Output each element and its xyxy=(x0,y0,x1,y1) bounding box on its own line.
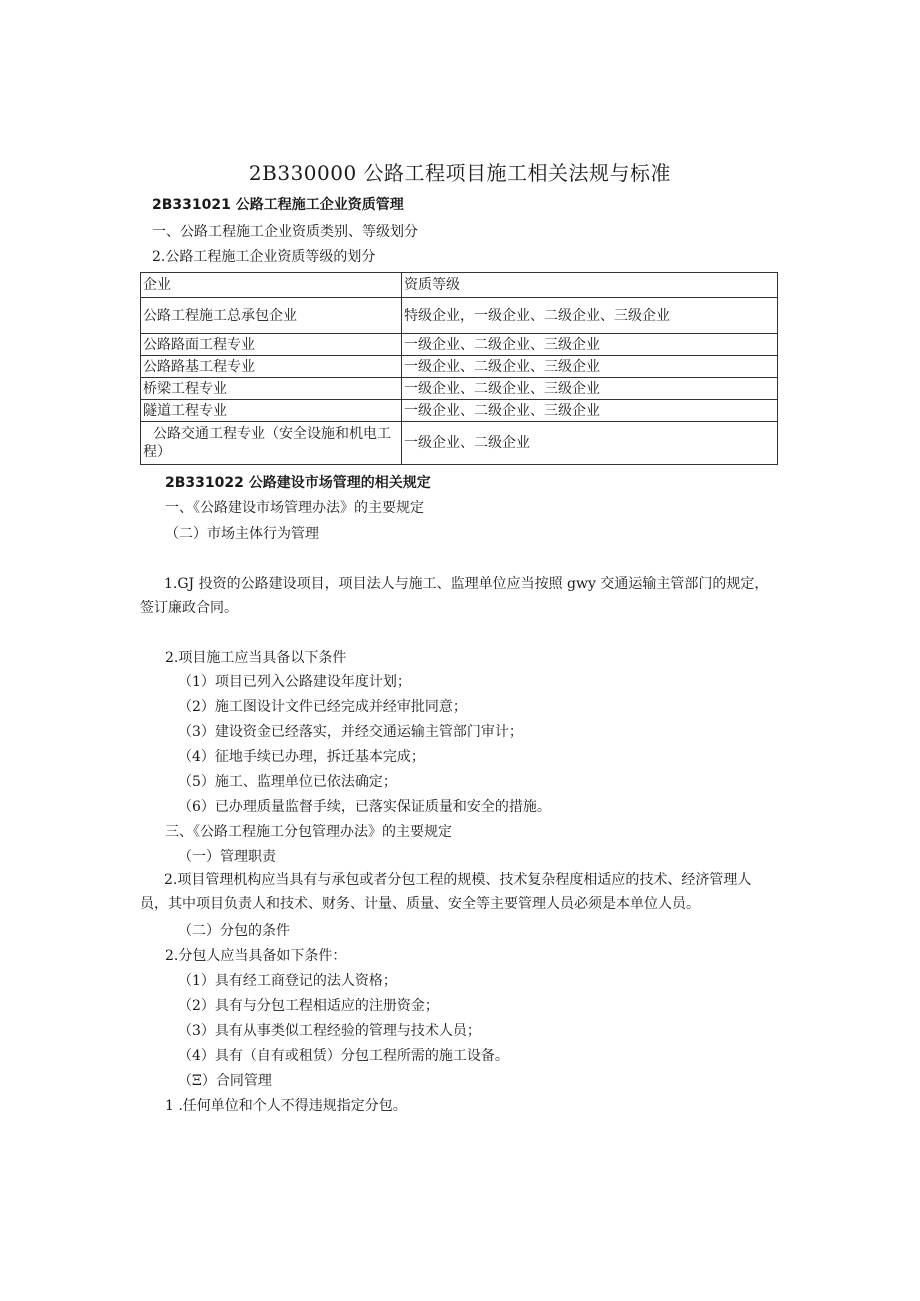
table-cell: 一级企业、二级企业、三级企业 xyxy=(402,356,778,378)
list-item: （3）建设资金已经落实，并经交通运输主管部门审计； xyxy=(178,724,523,740)
paragraph-project-management: 2.项目管理机构应当具有与承包或者分包工程的规模、技术复杂程度相适应的技术、经济管理人员，其中项目负责人和技术、财务、计量、质量、安全等主要管理人员必须是本单位人员。 xyxy=(140,872,752,912)
table-header-cell: 资质等级 xyxy=(402,273,778,298)
paragraph-subcontract-designation: 1 .任何单位和个人不得违规指定分包。 xyxy=(165,1098,407,1114)
list-item: （1）具有经工商登记的法人资格； xyxy=(178,973,397,989)
subheading-subcontract-rules: 三、《公路工程施工分包管理办法》的主要规定 xyxy=(165,824,452,840)
list-item: （4）具有（自有或租赁）分包工程所需的施工设备。 xyxy=(178,1048,509,1064)
table-cell: 一级企业、二级企业 xyxy=(402,422,778,465)
table-cell: 公路路面工程专业 xyxy=(141,334,402,356)
section-heading-qualification: 2B331021 公路工程施工企业资质管理 xyxy=(152,197,404,213)
table-row xyxy=(141,378,778,400)
table-cell: 隧道工程专业 xyxy=(141,400,402,422)
list-item: （2）具有与分包工程相适应的注册资金； xyxy=(178,998,439,1014)
list-item: （3）具有从事类似工程经验的管理与技术人员； xyxy=(178,1023,481,1039)
subheading-construction-conditions: 2.项目施工应当具备以下条件 xyxy=(165,650,347,666)
list-item: （6）已办理质量监督手续，已落实保证质量和安全的措施。 xyxy=(178,799,551,815)
list-item: （4）征地手续已办理，拆迁基本完成； xyxy=(178,749,425,765)
table-cell: 一级企业、二级企业、三级企业 xyxy=(402,400,778,422)
table-cell: 桥梁工程专业 xyxy=(141,378,402,400)
subheading-contract-management: （Ξ）合同管理 xyxy=(178,1073,272,1089)
document-title: 2B330000 公路工程项目施工相关法规与标准 xyxy=(248,161,672,185)
subheading-qualification-grades: 2.公路工程施工企业资质等级的划分 xyxy=(152,249,376,265)
table-cell: 一级企业、二级企业、三级企业 xyxy=(402,378,778,400)
subheading-subcontractor-requirements: 2.分包人应当具备如下条件： xyxy=(165,948,347,964)
table-cell: 特级企业，一级企业、二级企业、三级企业 xyxy=(402,298,778,334)
paragraph-integrity-contract: 1.GJ 投资的公路建设项目，项目法人与施工、监理单位应当按照 gwy 交通运输主管部门的规定，签订廉政合同。 xyxy=(140,576,769,616)
qualification-table xyxy=(140,272,778,465)
table-cell: 公路路基工程专业 xyxy=(141,356,402,378)
subheading-market-rules: 一、《公路建设市场管理办法》的主要规定 xyxy=(165,500,424,516)
section-heading-market: 2B331022 公路建设市场管理的相关规定 xyxy=(165,475,431,491)
subheading-qualification-types: 一、公路工程施工企业资质类别、等级划分 xyxy=(152,224,418,240)
table-row xyxy=(141,356,778,378)
list-item: （1）项目已列入公路建设年度计划； xyxy=(178,674,411,690)
table-header-cell: 企业 xyxy=(141,273,402,298)
subheading-subcontract-conditions: （二）分包的条件 xyxy=(178,923,290,939)
table-cell: 公路工程施工总承包企业 xyxy=(141,298,402,334)
table-row xyxy=(141,400,778,422)
table-row xyxy=(141,298,778,334)
table-row xyxy=(141,422,778,465)
subheading-market-behavior: （二）市场主体行为管理 xyxy=(165,526,319,542)
list-item: （5）施工、监理单位已依法确定； xyxy=(178,774,397,790)
table-header-row xyxy=(141,273,778,298)
table-cell: 一级企业、二级企业、三级企业 xyxy=(402,334,778,356)
table-row xyxy=(141,334,778,356)
subheading-management-duties: （一）管理职责 xyxy=(178,849,276,865)
list-item: （2）施工图设计文件已经完成并经审批同意； xyxy=(178,699,467,715)
table-cell: 公路交通工程专业（安全设施和机电工程） xyxy=(141,422,402,465)
